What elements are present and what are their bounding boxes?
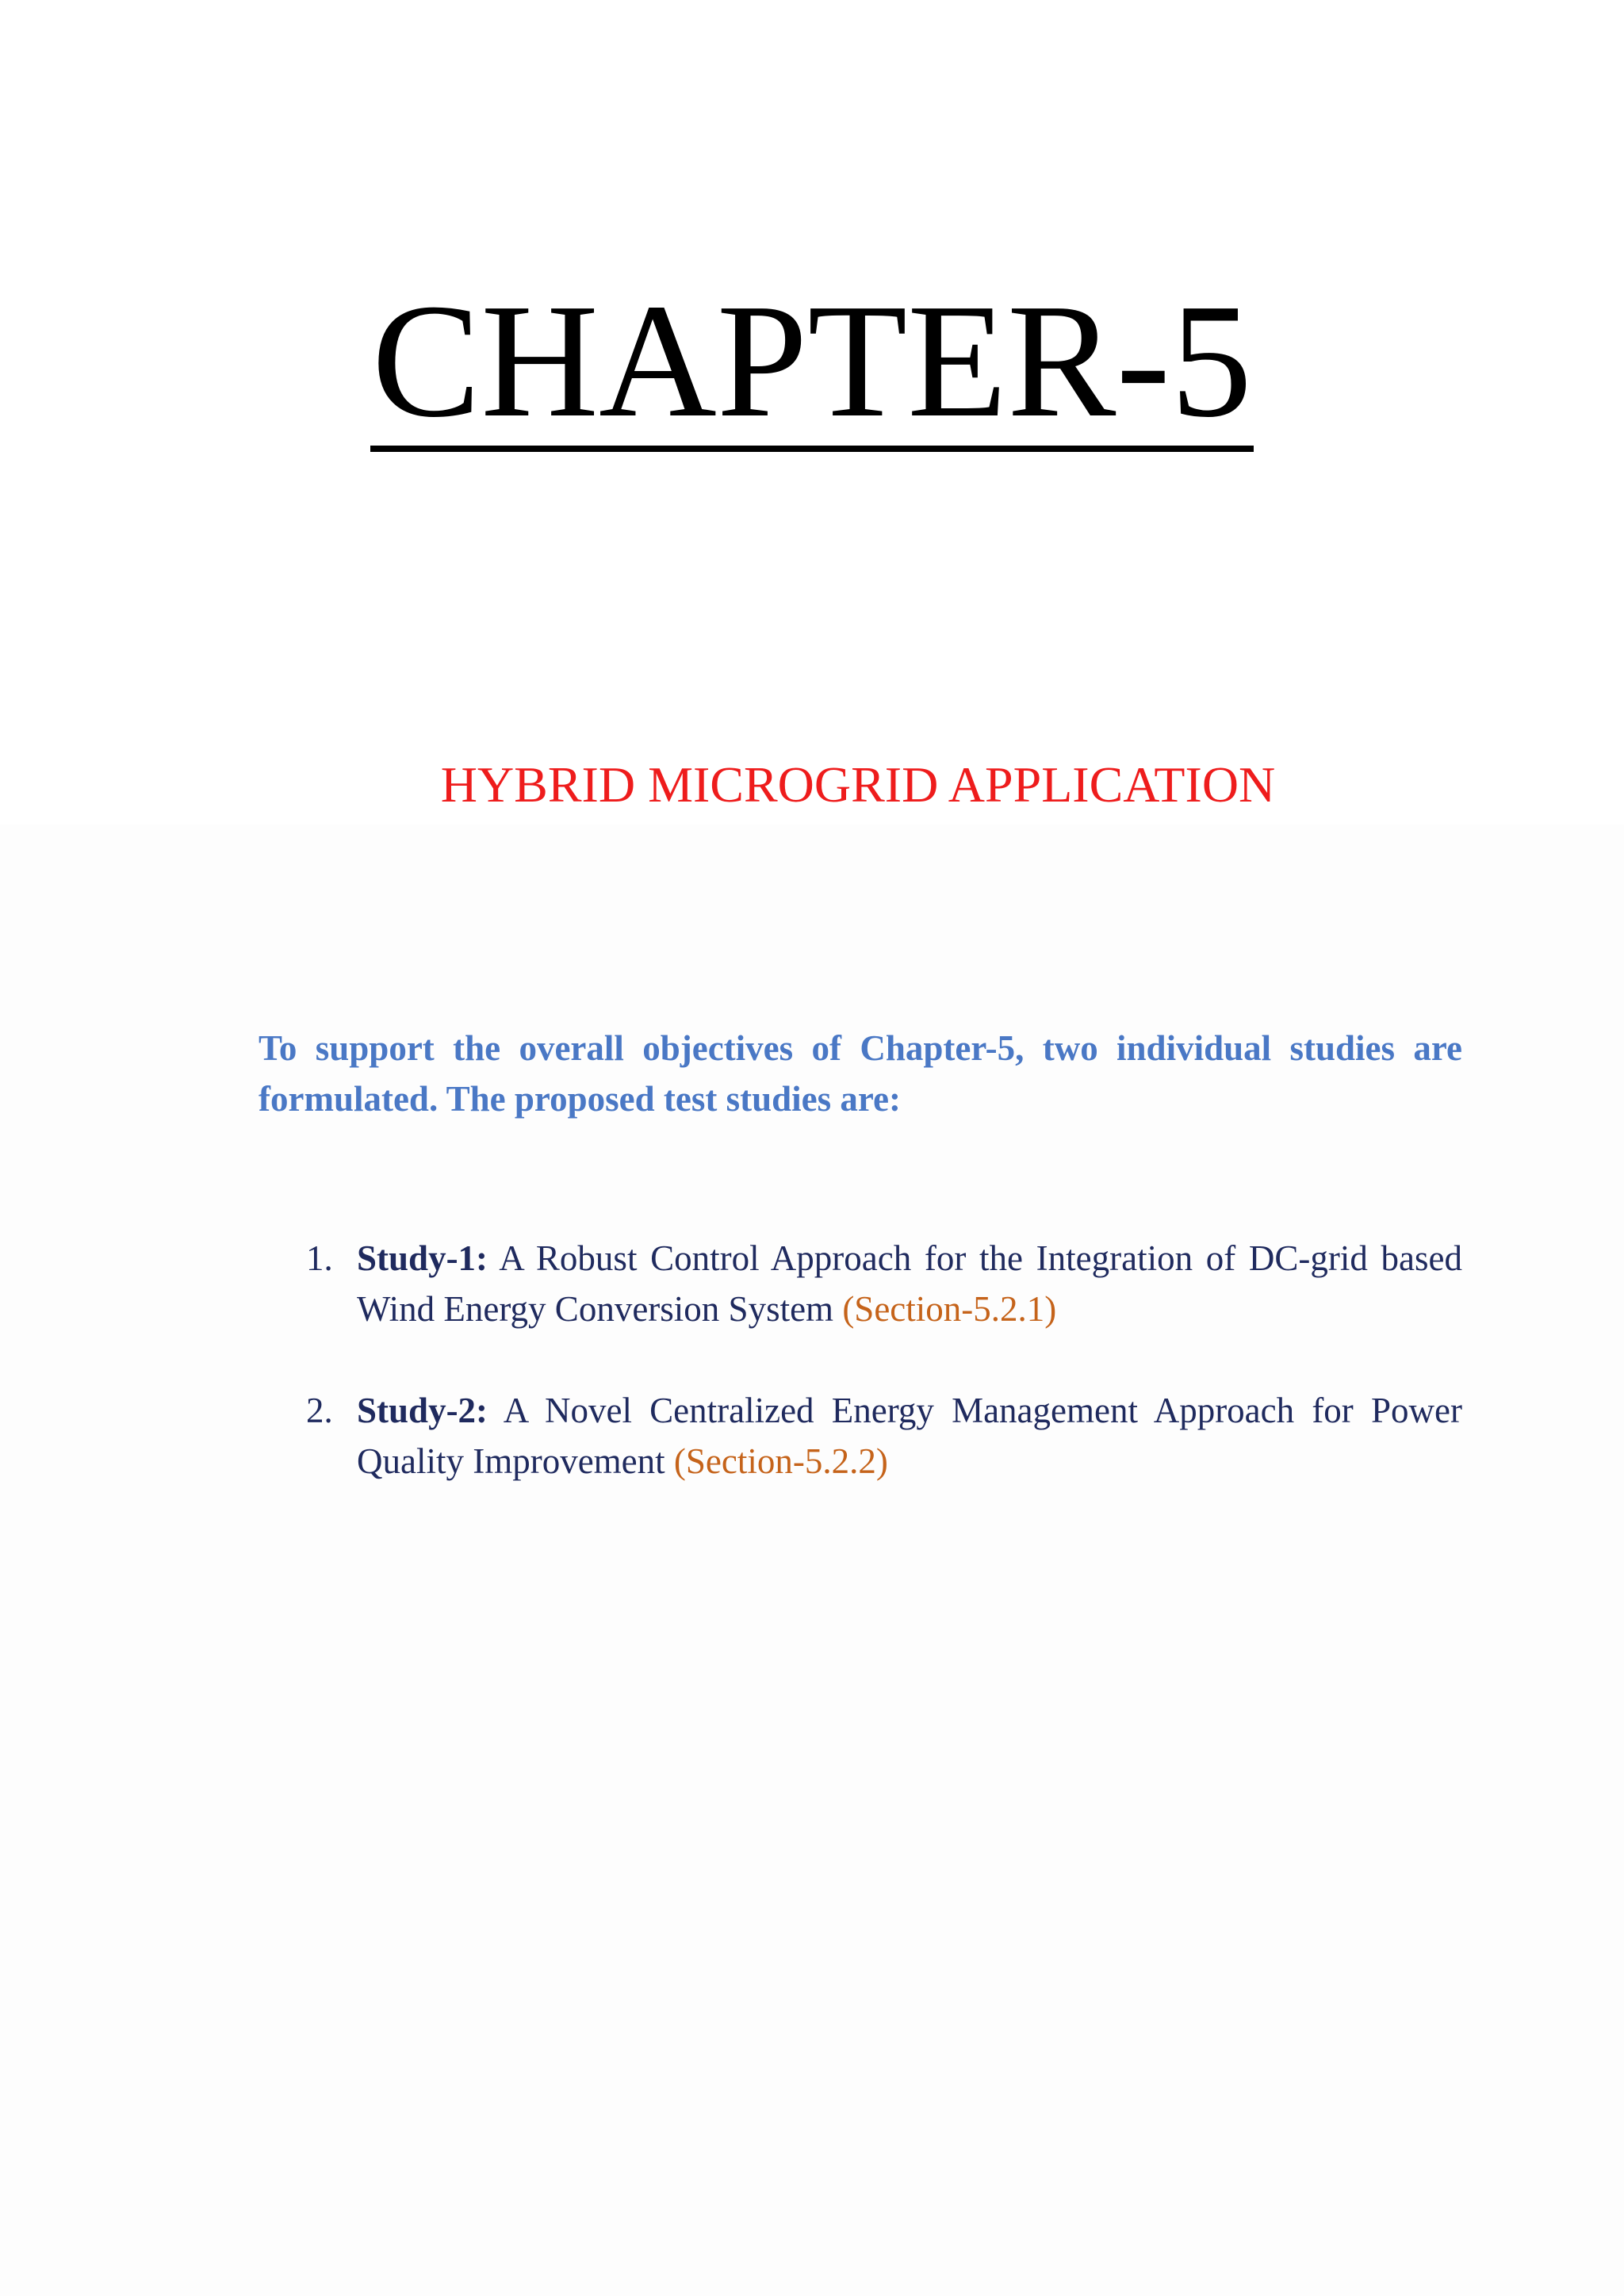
study-description: A Robust Control Approach for the Integration of DC-grid based Wind Energy Conversion System <box>357 1238 1462 1329</box>
list-number: 2. <box>306 1391 333 1430</box>
section-reference: (Section-5.2.1) <box>842 1289 1057 1329</box>
list-number: 1. <box>306 1238 333 1278</box>
list-item <box>259 1233 1462 1334</box>
study-description: A Novel Centralized Energy Management Approach for Power Quality Improvement <box>357 1391 1462 1481</box>
intro-paragraph: To support the overall objectives of Chapter-5, two individual studies are formulated. The proposed test studies are: <box>259 1028 1462 1119</box>
chapter-title <box>0 270 1624 452</box>
list-item <box>259 1385 1462 1487</box>
chapter-title-text: CHAPTER-5 <box>371 270 1253 451</box>
section-reference: (Section-5.2.2) <box>673 1441 888 1481</box>
study-list <box>259 1233 1462 1537</box>
study-label: Study-1: <box>357 1238 488 1278</box>
chapter-subtitle: HYBRID MICROGRID APPLICATION <box>440 756 1276 813</box>
study-label: Study-2: <box>357 1391 488 1430</box>
